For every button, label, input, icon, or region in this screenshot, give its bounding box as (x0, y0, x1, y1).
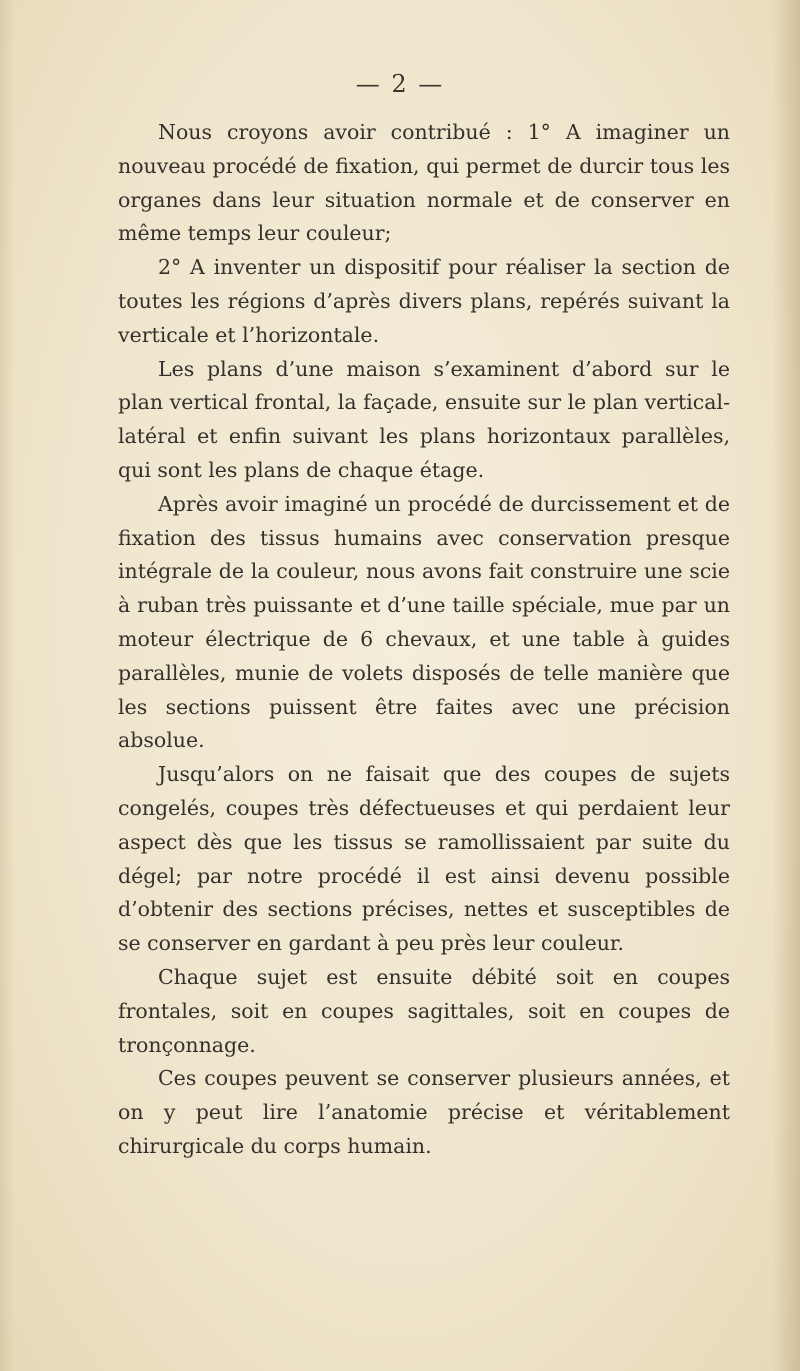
body-text (118, 116, 730, 1164)
paragraph-contribution-2: 2° A inventer un dispositif pour réaliser la section de toutes les régions d’après divers plans, repérés suivant la verticale et l’horizontale. (118, 255, 730, 347)
page-left-edge-shadow (0, 0, 14, 1371)
paragraph-section-types: Chaque sujet est ensuite débité soit en coupes frontales, soit en coupes sagittales, soit en coupes de tronçonnage. (118, 964, 730, 1057)
paragraph-conservation: Ces coupes peuvent se conserver plusieurs années, et on y peut lire l’anatomie précise et véritablement chirurgicale du corps humain. (118, 1066, 730, 1158)
paragraph-house-plans: Les plans d’une maison s’examinent d’abord sur le plan vertical frontal, la façade, ensuite sur le plan vertical-latéral et enfin suivant les plans horizontaux parallèles, qui sont les plans de chaque étage. (118, 356, 730, 482)
paragraph-frozen-sections: Jusqu’alors on ne faisait que des coupes de sujets congelés, coupes très défectueuses et qui perdaient leur aspect dès que les tissus se ramollissaient par suite du dégel; par notre procédé il est ainsi devenu possible d’obtenir des sections précises, nettes et susceptibles de se conserver en gardant à peu près leur couleur. (118, 762, 730, 956)
paragraph-band-saw: Après avoir imaginé un procédé de durcissement et de fixation des tissus humains avec conservation presque intégrale de la couleur, nous avons fait construire une scie à ruban très puissante et d’une taille spéciale, mue par un moteur électrique de 6 chevaux, et une table à guides parallèles, munie de volets disposés de telle manière que les sections puissent être faites avec une précision absolue. (118, 491, 730, 753)
page-right-edge-shadow (772, 0, 800, 1371)
paragraph-contribution-1: Nous croyons avoir contribué : 1° A imaginer un nouveau procédé de fixation, qui permet de durcir tous les organes dans leur situation normale et de conserver en même temps leur couleur; (118, 120, 730, 246)
page-number: — 2 — (355, 70, 445, 98)
